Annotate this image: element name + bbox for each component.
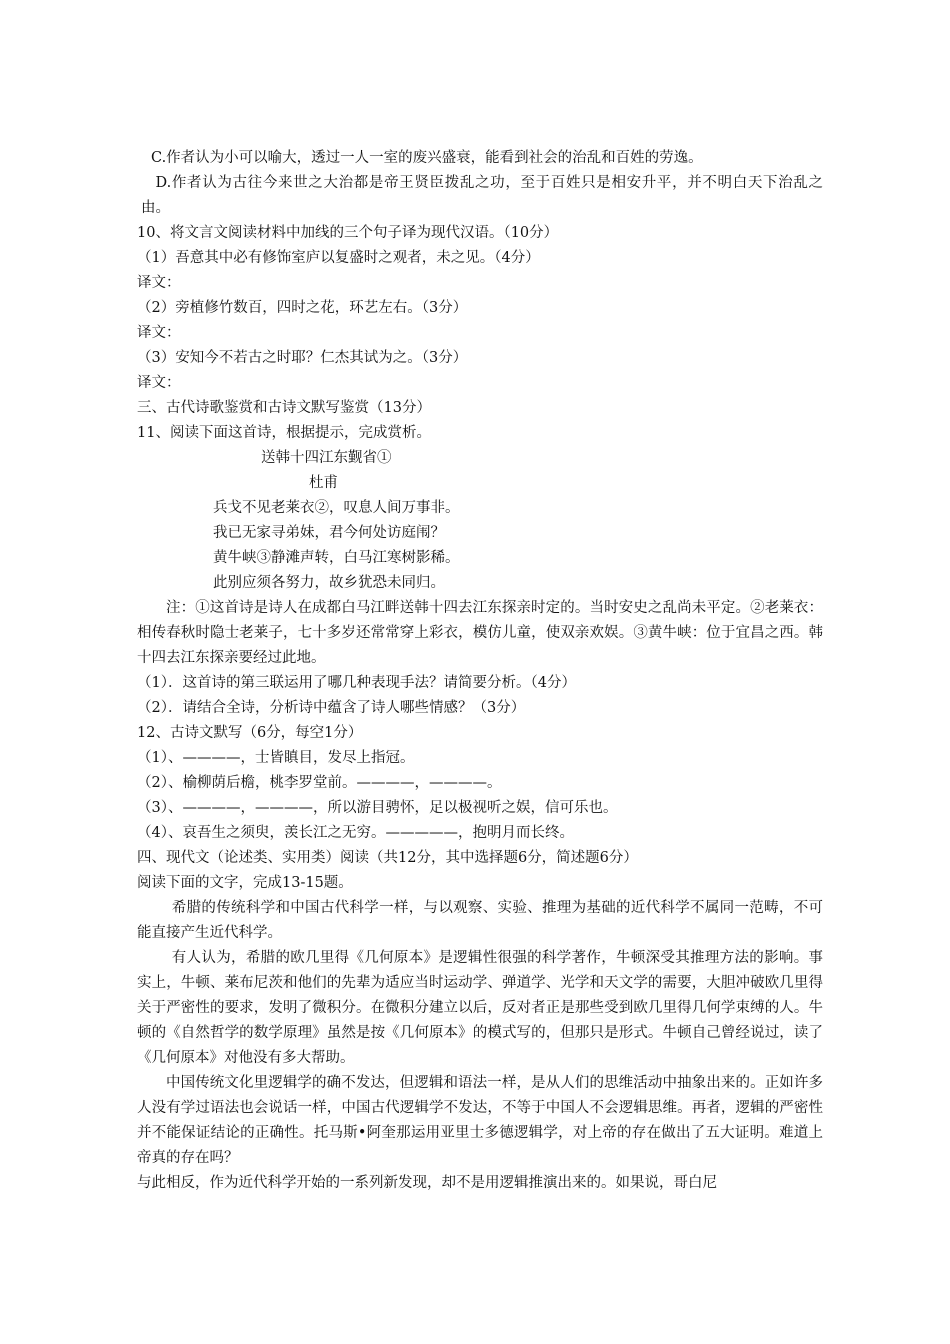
paragraph-1: 希腊的传统科学和中国古代科学一样，与以观察、实验、推理为基础的近代科学不属同一范畴，不可能直接产生近代科学。	[137, 900, 823, 941]
translation-label-3: 译文：	[137, 375, 181, 391]
question-12-2: （2）、榆柳荫后檐，桃李罗堂前。————，————。	[137, 775, 502, 791]
question-10-3: （3）安知今不若古之时耶？仁杰其试为之。（3分）	[137, 350, 468, 366]
option-c: C.作者认为小可以喻大，透过一人一室的废兴盛衰，能看到社会的治乱和百姓的劳逸。	[151, 150, 703, 166]
translation-label-1: 译文：	[137, 275, 181, 291]
question-10-1: （1）吾意其中必有修饰室庐以复盛时之观者，未之见。（4分）	[137, 250, 540, 266]
question-12-3: （3）、————，————，所以游目骋怀，足以极视听之娱，信可乐也。	[137, 800, 618, 816]
paragraph-2: 有人认为，希腊的欧几里得《几何原本》是逻辑性很强的科学著作，牛顿深受其推理方法的影响。事实上，牛顿、莱布尼茨和他们的先辈为适应当时运动学、弹道学、光学和天文学的需要，大胆冲破欧几里得关于严密性的要求，发明了微积分。在微积分建立以后，反对者正是那些受到欧几里得几何学束缚的人。牛顿的《自然哲学的数学原理》虽然是按《几何原本》的模式写的，但那只是形式。牛顿自己曾经说过，读了《几何原本》对他没有多大帮助。	[137, 950, 823, 1066]
poem-verse-3: 黄牛峡③静滩声转，白马江寒树影稀。	[213, 550, 460, 566]
translation-label-2: 译文：	[137, 325, 181, 341]
question-12: 12、古诗文默写（6分，每空1分）	[137, 725, 363, 741]
reading-instruction: 阅读下面的文字，完成13-15题。	[137, 875, 353, 891]
question-12-4: （4）、哀吾生之须臾，羡长江之无穷。—————，抱明月而长终。	[137, 825, 574, 841]
option-d: D.作者认为古往今来世之大治都是帝王贤臣拨乱之功，至于百姓只是相安升平，并不明白天下治乱之由。	[141, 175, 823, 216]
question-11-2: （2）．请结合全诗，分析诗中蕴含了诗人哪些情感？（3分）	[137, 700, 526, 716]
paragraph-3: 中国传统文化里逻辑学的确不发达，但逻辑和语法一样，是从人们的思维活动中抽象出来的。正如许多人没有学过语法也会说话一样，中国古代逻辑学不发达，不等于中国人不会逻辑思维。再者，逻辑的严密性并不能保证结论的正确性。托马斯•阿奎那运用亚里士多德逻辑学，对上帝的存在做出了五大证明。难道上帝真的存在吗？	[137, 1075, 823, 1166]
question-12-1: （1）、————，士皆瞋目，发尽上指冠。	[137, 750, 415, 766]
question-11: 11、阅读下面这首诗，根据提示，完成赏析。	[137, 425, 431, 441]
question-10-2: （2）旁植修竹数百，四时之花，环艺左右。（3分）	[137, 300, 468, 316]
poem-author: 杜甫	[309, 475, 338, 491]
question-10: 10、将文言文阅读材料中加线的三个句子译为现代汉语。（10分）	[137, 225, 559, 241]
poem-verse-1: 兵戈不见老莱衣②，叹息人间万事非。	[213, 500, 460, 516]
poem-verse-4: 此别应须各努力，故乡犹恐未同归。	[213, 575, 445, 591]
poem-verse-2: 我已无家寻弟妹，君今何处访庭闱？	[213, 525, 445, 541]
poem-note: 注：①这首诗是诗人在成都白马江畔送韩十四去江东探亲时定的。当时安史之乱尚未平定。②老莱衣：相传春秋时隐士老莱子，七十多岁还常常穿上彩衣，模仿儿童，使双亲欢娱。③黄牛峡：位于宜昌之西。韩十四去江东探亲要经过此地。	[137, 600, 823, 666]
poem-title: 送韩十四江东觐省①	[261, 450, 392, 466]
paragraph-4: 与此相反，作为近代科学开始的一系列新发现，却不是用逻辑推演出来的。如果说，哥白尼	[137, 1175, 717, 1191]
question-11-1: （1）．这首诗的第三联运用了哪几种表现手法？请简要分析。（4分）	[137, 675, 576, 691]
section-4-heading: 四、现代文（论述类、实用类）阅读（共12分，其中选择题6分，简述题6分）	[137, 850, 638, 866]
document-body	[137, 146, 823, 1196]
section-3-heading: 三、古代诗歌鉴赏和古诗文默写鉴赏（13分）	[137, 400, 431, 416]
